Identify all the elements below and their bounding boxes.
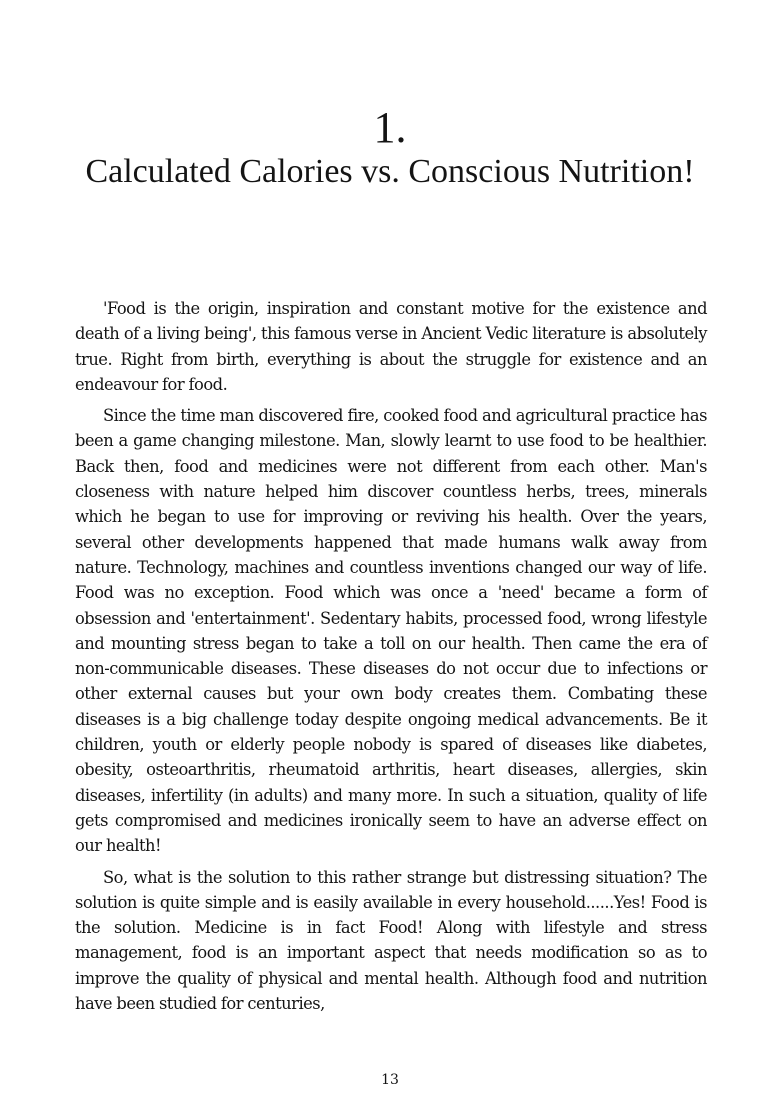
body-text <box>75 296 707 1022</box>
paragraph-3: So, what is the solution to this rather strange but distressing situation? The solution is quite simple and is easily available in every household......Yes! Food is the solution. Medicine is in fact Food! Along with lifestyle and stress management, food is an important aspect that needs modification so as to improve the quality of physical and mental health. Although food and nutrition have been studied for centuries, <box>75 867 707 1014</box>
chapter-title: Calculated Calories vs. Conscious Nutrition! <box>85 153 695 190</box>
paragraph-2: Since the time man discovered fire, cooked food and agricultural practice has been a game changing milestone. Man, slowly learnt to use food to be healthier. Back then, food and medicines were not different from each other. Man's closeness with nature helped him discover countless herbs, trees, minerals which he began to use for improving or reviving his health. Over the years, several other developments happened that made humans walk away from nature. Technology, machines and countless inventions changed our way of life. Food was no exception. Food which was once a 'need' became a form of obsession and 'entertainment'. Sedentary habits, processed food, wrong lifestyle and mounting stress began to take a toll on our health. Then came the era of non-communicable diseases. These diseases do not occur due to infections or other external causes but your own body creates them. Combating these diseases is a big challenge today despite ongoing medical advancements. Be it children, youth or elderly people nobody is spared of diseases like diabetes, obesity, osteoarthritis, rheumatoid arthritis, heart diseases, allergies, skin diseases, infertility (in adults) and many more. In such a situation, quality of life gets compromised and medicines ironically seem to have an adverse effect on our health! <box>75 406 707 856</box>
paragraph-1: 'Food is the origin, inspiration and constant motive for the existence and death of a living being', this famous verse in Ancient Vedic literature is absolutely true. Right from birth, everything is about the struggle for existence and an endeavour for food. <box>75 299 707 394</box>
chapter-number: 1. <box>373 103 407 152</box>
page-number: 13 <box>381 1072 399 1088</box>
